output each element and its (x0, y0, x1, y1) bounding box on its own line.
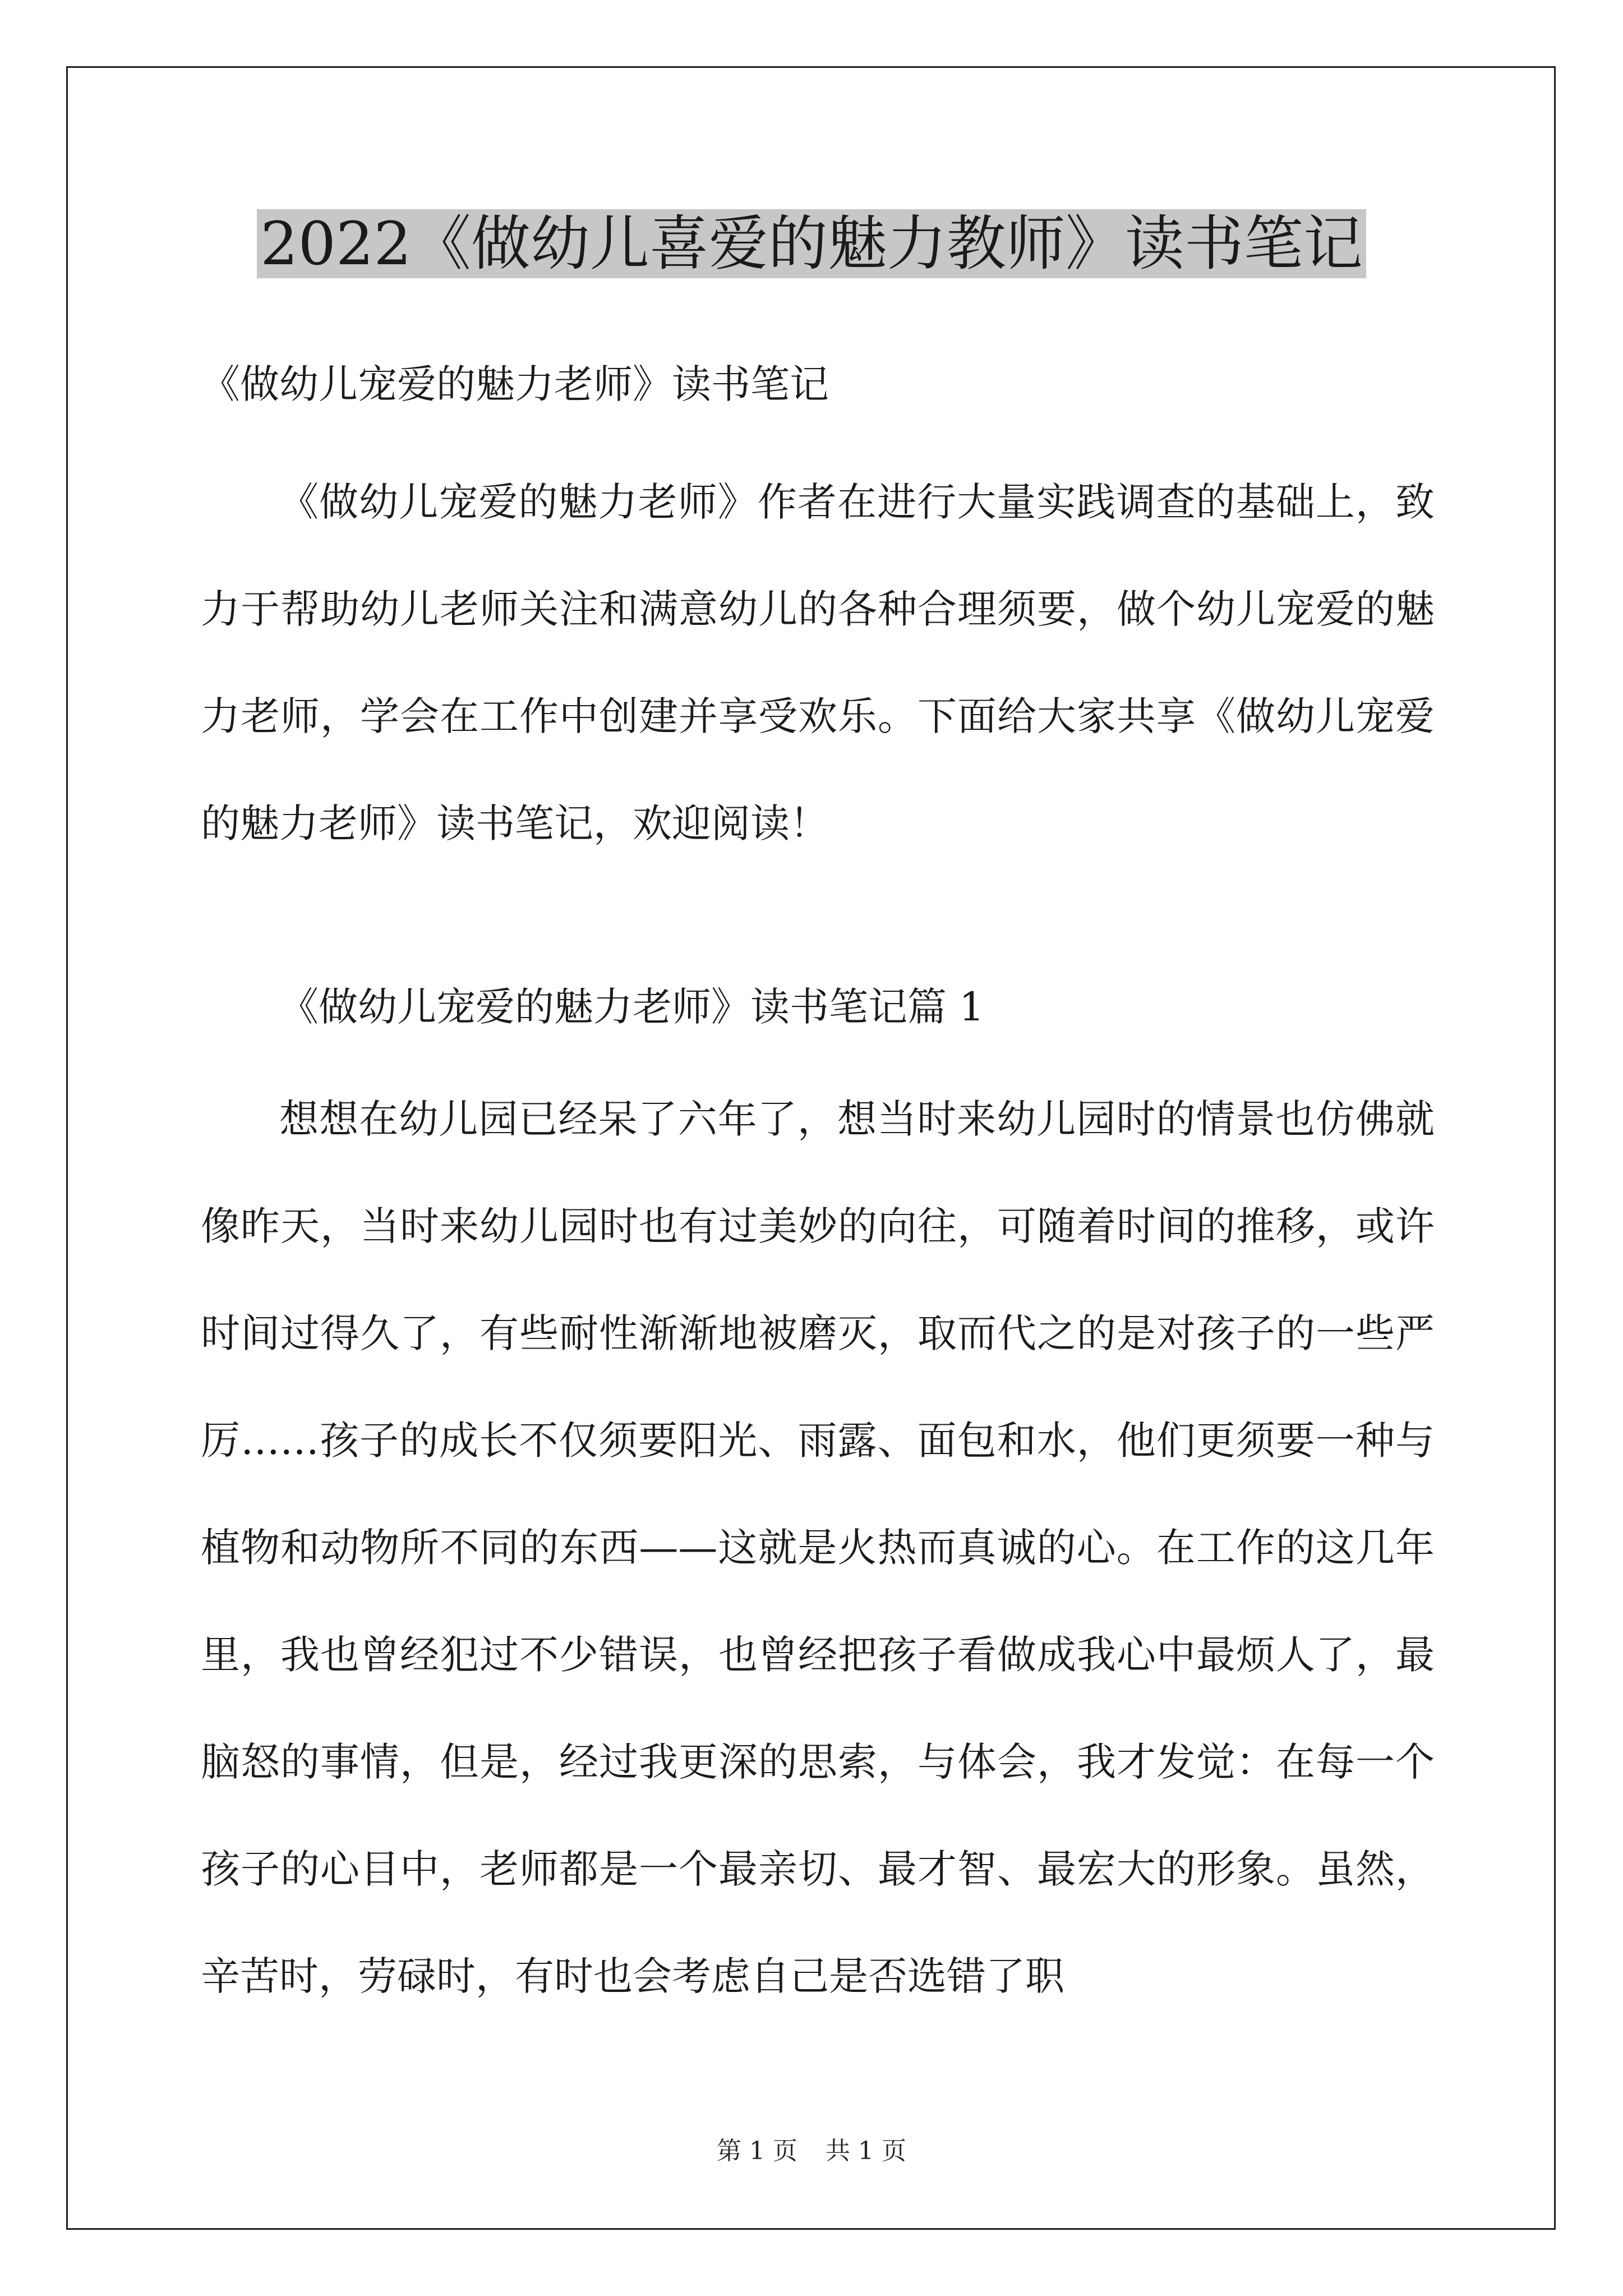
section-heading: 《做幼儿宠爱的魅力老师》读书笔记篇 1 (279, 984, 984, 1030)
document-subtitle: 《做幼儿宠爱的魅力老师》读书笔记 (201, 361, 829, 407)
page-footer (0, 2134, 1623, 2168)
document-title (0, 202, 1623, 286)
body-paragraph: 想想在幼儿园已经呆了六年了，想当时来幼儿园时的情景也仿佛就像昨天，当时来幼儿园时也有过美妙的向往，可随着时间的推移，或许时间过得久了，有些耐性渐渐地被磨灭，取而代之的是对孩子的一些严厉……孩子的成长不仅须要阳光、雨露、面包和水，他们更须要一种与植物和动物所不同的东西——这就是火热而真诚的心。在工作的这几年里，我也曾经犯过不少错误，也曾经把孩子看做成我心中最烦人了，最脑怒的事情，但是，经过我更深的思索，与体会，我才发觉：在每一个孩子的心目中，老师都是一个最亲切、最才智、最宏大的形象。虽然，辛苦时，劳碌时，有时也会考虑自己是否选错了职 (201, 1096, 1435, 1999)
page-total: 共 1 页 (826, 2137, 906, 2165)
document-title-text: 2022《做幼儿喜爱的魅力教师》读书笔记 (257, 209, 1366, 278)
page-number: 第 1 页 (717, 2137, 797, 2165)
intro-paragraph: 《做幼儿宠爱的魅力老师》作者在进行大量实践调查的基础上，致力于帮助幼儿老师关注和满意幼儿的各种合理须要，做个幼儿宠爱的魅力老师，学会在工作中创建并享受欢乐。下面给大家共享《做幼儿宠爱的魅力老师》读书笔记，欢迎阅读！ (201, 479, 1435, 846)
